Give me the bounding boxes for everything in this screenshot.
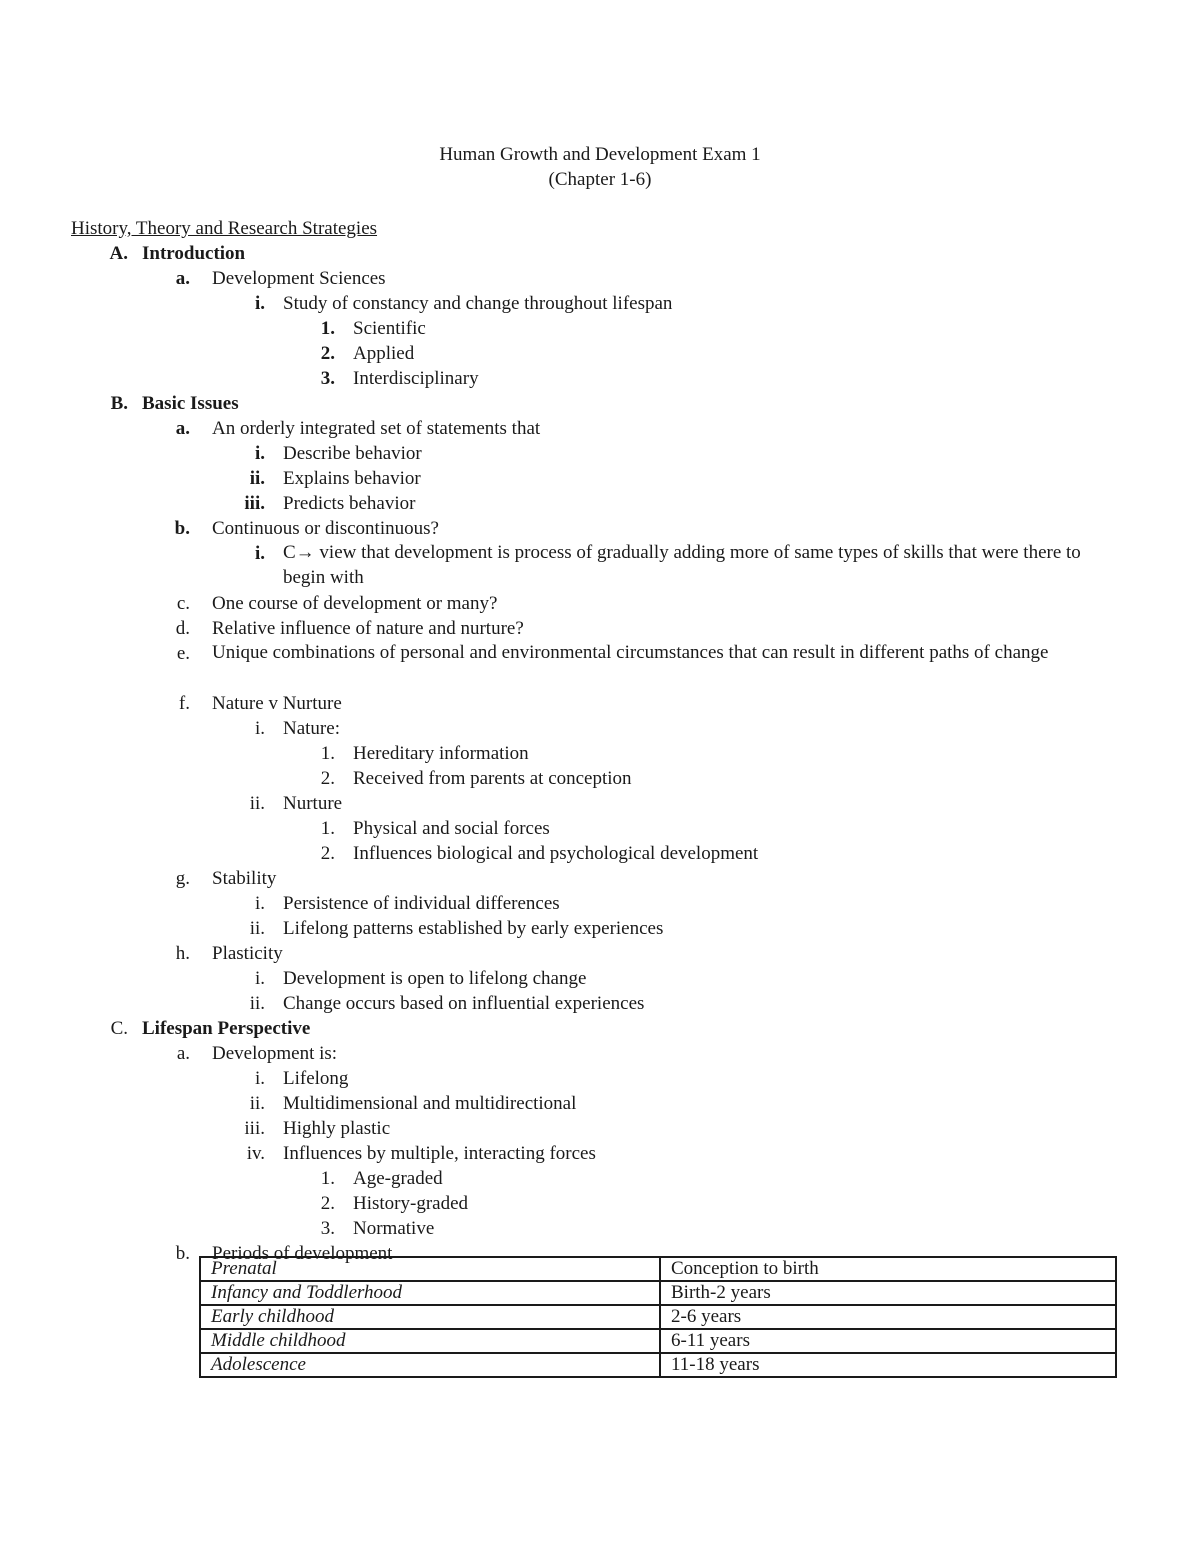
outline-item	[0, 591, 1200, 616]
outline-item	[0, 816, 1200, 841]
outline-item	[0, 341, 1200, 366]
outline-text: Nature:	[283, 718, 340, 739]
list-marker: 3.	[320, 1218, 335, 1239]
stage-cell: Middle childhood	[200, 1329, 660, 1353]
outline-text: Received from parents at conception	[353, 768, 632, 789]
outline-item	[0, 766, 1200, 791]
outline-text: Scientific	[353, 318, 426, 339]
outline-item	[0, 316, 1200, 341]
outline-text: Stability	[212, 868, 277, 889]
list-marker: 2.	[320, 843, 335, 864]
age-cell: 6-11 years	[660, 1329, 1116, 1353]
outline-text: Change occurs based on influential experiences	[283, 993, 645, 1014]
outline-text: Influences biological and psychological development	[353, 843, 759, 864]
outline-text: C→ view that development is process of gradually adding more of same types of skills that were there to begin with	[283, 542, 1081, 588]
outline-item	[0, 916, 1200, 941]
document-subtitle: (Chapter 1-6)	[548, 169, 652, 190]
list-marker: a.	[176, 1043, 190, 1064]
list-marker: b.	[175, 1243, 190, 1264]
table-row	[200, 1353, 1116, 1377]
outline-item	[0, 716, 1200, 741]
section-heading-line	[0, 216, 1200, 241]
outline-item	[0, 441, 1200, 466]
list-marker: f.	[178, 693, 190, 714]
list-marker: i.	[254, 293, 265, 314]
outline-text: Hereditary information	[353, 743, 529, 764]
outline-item	[0, 516, 1200, 541]
outline-text: Study of constancy and change throughout lifespan	[283, 293, 673, 314]
list-marker: 1.	[320, 818, 335, 839]
outline-text: Periods of development	[212, 1243, 393, 1264]
document-title: Human Growth and Development Exam 1	[439, 144, 761, 165]
age-cell: 11-18 years	[660, 1353, 1116, 1377]
outline-item	[0, 941, 1200, 966]
outline-text: Lifelong	[283, 1068, 349, 1089]
outline-item	[0, 641, 1200, 691]
outline-heading: Introduction	[142, 243, 246, 264]
outline-text: Relative influence of nature and nurture?	[212, 618, 524, 639]
outline-heading: Basic Issues	[142, 393, 239, 414]
section-heading: History, Theory and Research Strategies	[71, 218, 378, 239]
list-marker: A.	[109, 243, 128, 264]
list-marker: iii.	[244, 1118, 265, 1139]
outline-item	[0, 1066, 1200, 1091]
list-marker: ii.	[249, 918, 265, 939]
outline-text: Plasticity	[212, 943, 283, 964]
outline-text: Predicts behavior	[283, 493, 416, 514]
list-marker: 2.	[320, 343, 335, 364]
outline-item	[0, 741, 1200, 766]
table-row	[200, 1329, 1116, 1353]
outline-text: Persistence of individual differences	[283, 893, 560, 914]
list-marker: g.	[175, 868, 190, 889]
list-marker: b.	[174, 518, 190, 539]
outline-text: Lifelong patterns established by early experiences	[283, 918, 664, 939]
list-marker: i.	[254, 1068, 265, 1089]
outline-item	[0, 791, 1200, 816]
list-marker: C.	[110, 1018, 128, 1039]
stage-cell: Early childhood	[200, 1305, 660, 1329]
outline-item	[0, 491, 1200, 516]
list-marker: i.	[254, 718, 265, 739]
outline-item	[0, 966, 1200, 991]
outline-text: Age-graded	[353, 1168, 443, 1189]
outline-text: Highly plastic	[283, 1118, 391, 1139]
stage-cell: Infancy and Toddlerhood	[200, 1281, 660, 1305]
stage-cell: Prenatal	[200, 1257, 660, 1281]
outline-item	[0, 416, 1200, 441]
outline-text: Explains behavior	[283, 468, 421, 489]
list-marker: 2.	[320, 768, 335, 789]
outline-item	[0, 1216, 1200, 1241]
age-cell: Conception to birth	[660, 1257, 1116, 1281]
outline-text: Development is:	[212, 1043, 338, 1064]
outline	[0, 216, 1200, 1266]
outline-item	[0, 841, 1200, 866]
outline-text: Development Sciences	[212, 268, 386, 289]
outline-item	[0, 291, 1200, 316]
title-block	[0, 142, 1200, 192]
list-marker: 1.	[320, 318, 335, 339]
outline-item-C	[0, 1016, 1200, 1041]
outline-text: Nurture	[283, 793, 343, 814]
outline-item	[0, 266, 1200, 291]
outline-text: One course of development or many?	[212, 593, 498, 614]
list-marker: 3.	[320, 368, 335, 389]
list-marker: ii.	[249, 468, 265, 489]
list-marker: ii.	[249, 793, 265, 814]
outline-text: Describe behavior	[283, 443, 422, 464]
list-marker: h.	[175, 943, 190, 964]
table-row	[200, 1257, 1116, 1281]
list-marker: iii.	[244, 493, 265, 514]
outline-text: Normative	[353, 1218, 435, 1239]
periods-table	[199, 1256, 1117, 1378]
outline-text: An orderly integrated set of statements that	[212, 418, 541, 439]
stage-cell: Adolescence	[200, 1353, 660, 1377]
outline-item	[0, 466, 1200, 491]
outline-text: Interdisciplinary	[353, 368, 479, 389]
list-marker: B.	[110, 393, 128, 414]
outline-item	[0, 1141, 1200, 1166]
list-marker: i.	[254, 543, 265, 564]
outline-item	[0, 1191, 1200, 1216]
outline-item	[0, 616, 1200, 641]
age-cell: 2-6 years	[660, 1305, 1116, 1329]
outline-text: Continuous or discontinuous?	[212, 518, 439, 539]
outline-text: Multidimensional and multidirectional	[283, 1093, 577, 1114]
outline-item	[0, 1041, 1200, 1066]
list-marker: a.	[175, 268, 190, 289]
list-marker: 1.	[320, 743, 335, 764]
list-marker: i.	[254, 968, 265, 989]
outline-item	[0, 1166, 1200, 1191]
list-marker: a.	[175, 418, 190, 439]
outline-item	[0, 366, 1200, 391]
outline-text: Influences by multiple, interacting forces	[283, 1143, 596, 1164]
list-marker: c.	[176, 593, 190, 614]
table-row	[200, 1281, 1116, 1305]
table-row	[200, 1305, 1116, 1329]
outline-item	[0, 991, 1200, 1016]
age-cell: Birth-2 years	[660, 1281, 1116, 1305]
list-marker: i.	[254, 893, 265, 914]
list-marker: d.	[175, 618, 190, 639]
list-marker: i.	[254, 443, 265, 464]
outline-item	[0, 1091, 1200, 1116]
list-marker: ii.	[249, 1093, 265, 1114]
outline-text: Unique combinations of personal and environmental circumstances that can result in different paths of change	[212, 642, 1049, 663]
outline-item	[0, 541, 1200, 591]
list-marker: 2.	[320, 1193, 335, 1214]
outline-text: History-graded	[353, 1193, 469, 1214]
list-marker: iv.	[246, 1143, 265, 1164]
list-marker: e.	[176, 643, 190, 664]
outline-item	[0, 891, 1200, 916]
outline-item	[0, 691, 1200, 716]
outline-item	[0, 1116, 1200, 1141]
outline-text: Applied	[353, 343, 415, 364]
outline-text: Nature v Nurture	[212, 693, 342, 714]
outline-item-A	[0, 241, 1200, 266]
list-marker: 1.	[320, 1168, 335, 1189]
outline-item	[0, 866, 1200, 891]
outline-text: Development is open to lifelong change	[283, 968, 587, 989]
outline-item-B	[0, 391, 1200, 416]
outline-heading: Lifespan Perspective	[142, 1018, 311, 1039]
outline-text: Physical and social forces	[353, 818, 550, 839]
list-marker: ii.	[249, 993, 265, 1014]
